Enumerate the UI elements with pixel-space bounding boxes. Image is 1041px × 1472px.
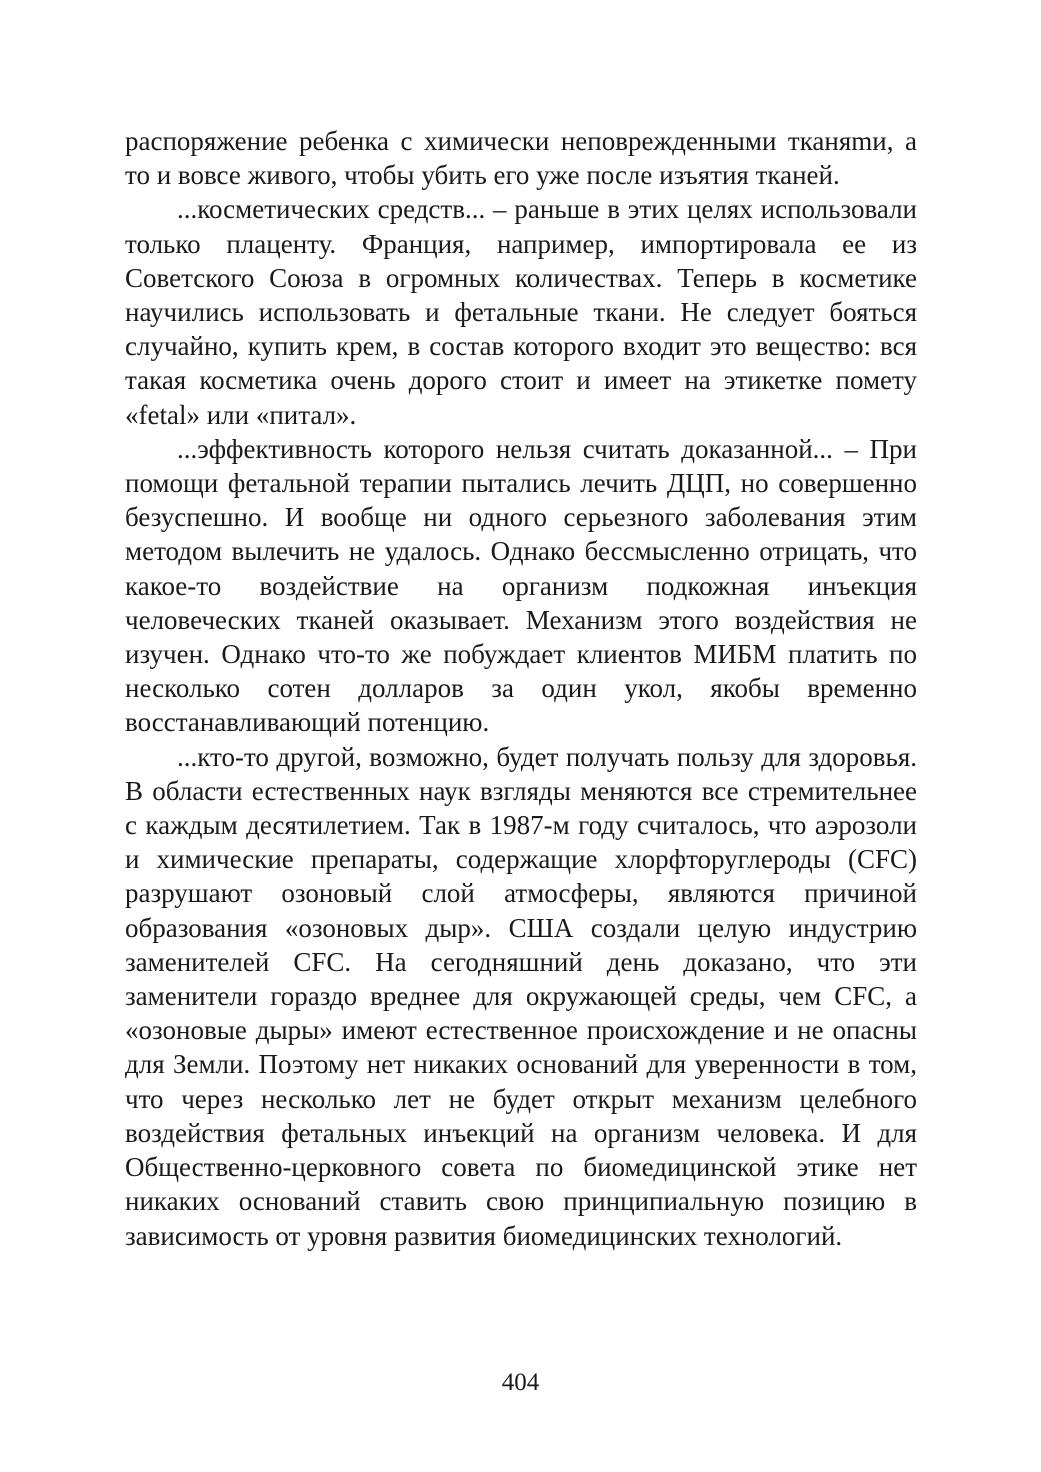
paragraph-effectiveness: ...эффективность которого нельзя считать доказанной... – При помощи фетальной терапии пытались лечить ДЦП, но совершенно безуспешно. И вообще ни одного серьезного заболевания этим методом вылечить не удалось. Однако бессмысленно отрицать, что какое-то воздействие на организм подкожная инъекция человеческих тканей оказывает. Механизм этого воздействия не изучен. Однако что-то же побуждает клиентов МИБМ платить по несколько сотен долларов за один укол, якобы временно восстанавливающий потенцию.	[125, 433, 917, 738]
paragraph-cosmetics: ...косметических средств... – раньше в этих целях использовали только плаценту. Франция, например, импортировала ее из Советского Союза в огромных количествах. Теперь в косметике научились использовать и фетальные ткани. Не следует бояться случайно, купить крем, в состав которого входит это вещество: вся такая косметика очень дорого стоит и имеет на этикетке помету «fetal» или «питал».	[125, 194, 917, 430]
paragraph-health-benefit: ...кто-то другой, возможно, будет получать пользу для здоровья. В области естественных наук взгляды меняются все стремительнее с каждым десятилетием. Так в 1987-м году считалось, что аэрозоли и химические препараты, содержащие хлорфторуглероды (CFC) разрушают озоновый слой атмосферы, являются причиной образования «озоновых дыр». США создали целую индустрию заменителей CFC. На сегодняшний день доказано, что эти заменители гораздо вреднее для окружающей среды, чем CFC, а «озоновые дыры» имеют естественное происхождение и не опасны для Земли. Поэтому нет никаких оснований для уверенности в том, что через несколько лет не будет открыт механизм целебного воздействия фетальных инъекций на организм человека. И для Общественно-церковного совета по биомедицинской этике нет никаких оснований ставить свою принципиальную позицию в зависимость от уровня развития биомедицинских технологий.	[125, 741, 917, 1251]
page-body	[125, 124, 917, 1253]
paragraph-continuation: распоряжение ребенка с химически неповрежденными тканяmи, а то и вовсе живого, чтобы убить его уже после изъятия тканей.	[125, 126, 917, 191]
page-number: 404	[501, 1369, 540, 1396]
